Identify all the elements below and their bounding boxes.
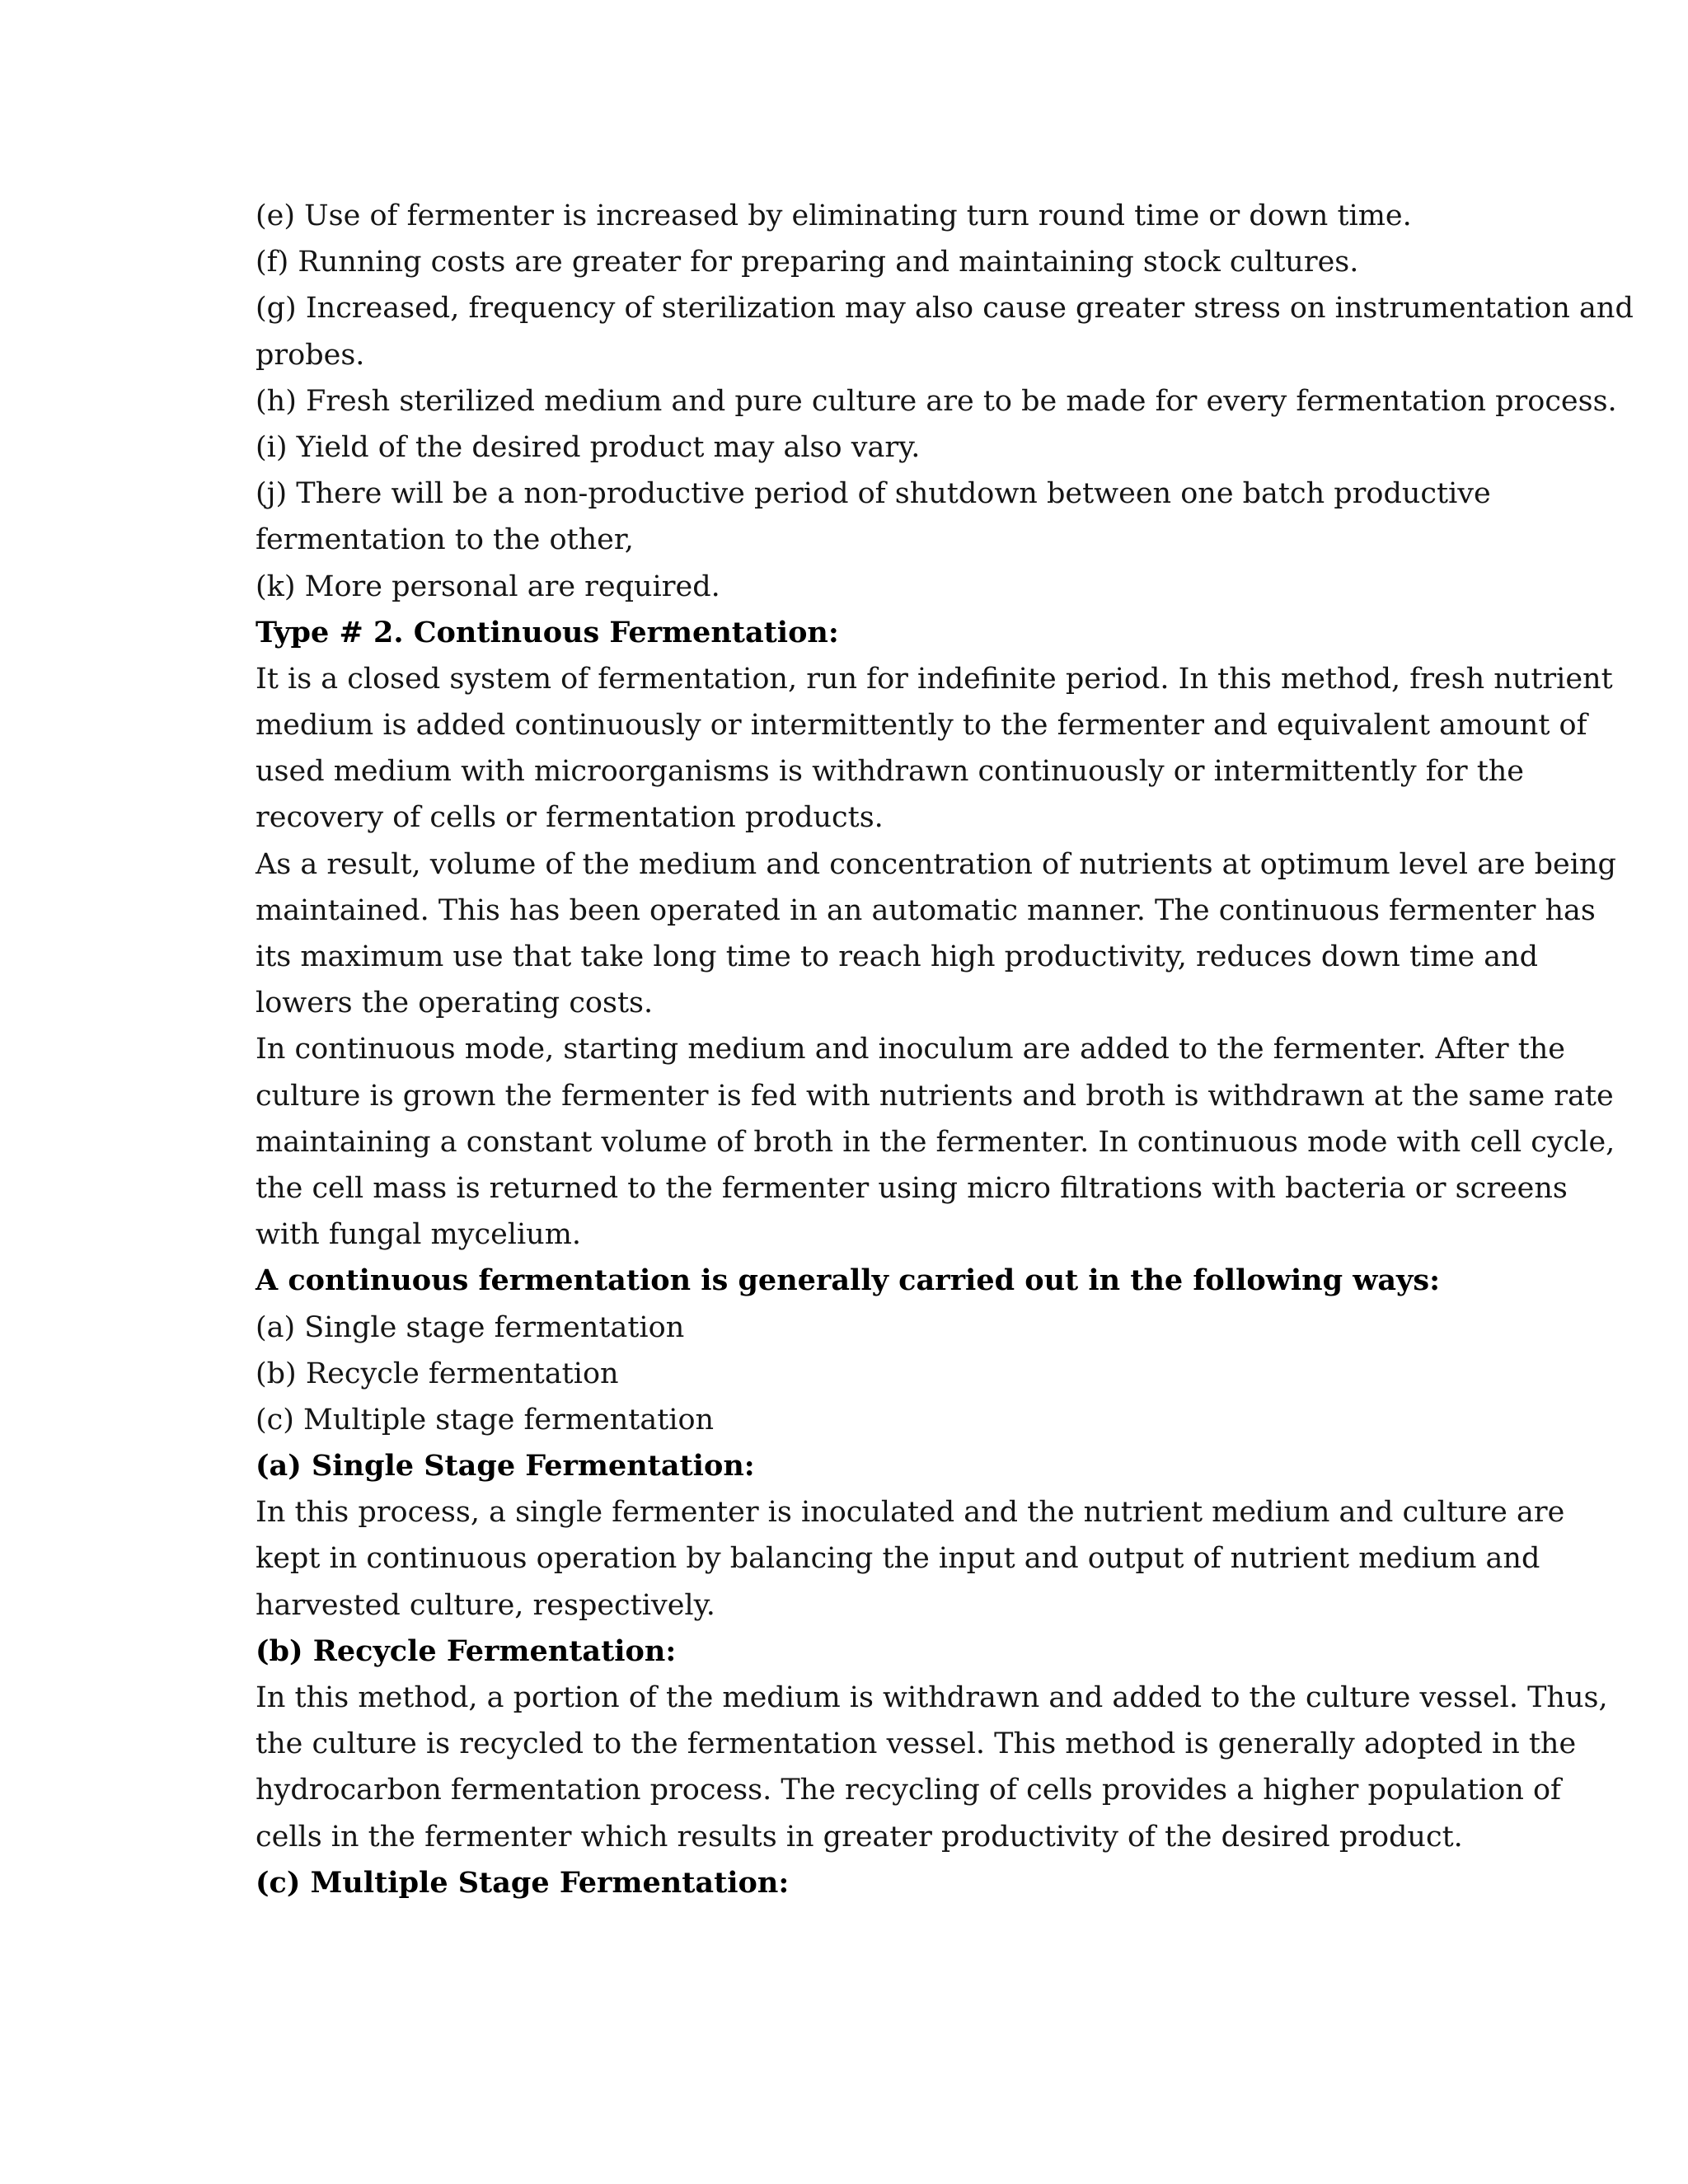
text-line: (h) Fresh sterilized medium and pure culture are to be made for every fermentation process. [256, 384, 1617, 418]
list-item: (c) Multiple stage fermentation [256, 1403, 715, 1436]
list-item: (b) Recycle fermentation [256, 1357, 619, 1390]
text-line: kept in continuous operation by balancing the input and output of nutrient medium and [256, 1542, 1540, 1576]
text-line: the culture is recycled to the fermentation vessel. This method is generally adopted in the [256, 1727, 1577, 1761]
text-line: (g) Increased, frequency of sterilization may also cause greater stress on instrumentation and [256, 292, 1634, 326]
text-line: maintaining a constant volume of broth in the fermenter. In continuous mode with cell cycle, [256, 1125, 1615, 1159]
section-heading: Type # 2. Continuous Fermentation: [256, 615, 839, 649]
text-line: (f) Running costs are greater for preparing and maintaining stock cultures. [256, 246, 1359, 279]
text-line: (e) Use of fermenter is increased by eliminating turn round time or down time. [256, 199, 1412, 232]
text-line: the cell mass is returned to the fermenter using micro filtrations with bacteria or screens [256, 1171, 1568, 1205]
text-line: its maximum use that take long time to reach high productivity, reduces down time and [256, 940, 1539, 973]
text-line: used medium with microorganisms is withdrawn continuously or intermittently for the [256, 755, 1525, 789]
text-line: (j) There will be a non-productive period of shutdown between one batch productive [256, 477, 1491, 511]
text-line: recovery of cells or fermentation products. [256, 801, 884, 835]
text-line: probes. [256, 338, 365, 372]
text-line: with fungal mycelium. [256, 1218, 582, 1252]
text-line: lowers the operating costs. [256, 987, 654, 1020]
text-line: hydrocarbon fermentation process. The recycling of cells provides a higher population of [256, 1774, 1562, 1807]
section-heading: (b) Recycle Fermentation: [256, 1633, 677, 1668]
text-line: (k) More personal are required. [256, 569, 720, 603]
text-line: As a result, volume of the medium and concentration of nutrients at optimum level are being [256, 847, 1616, 881]
text-line: maintained. This has been operated in an automatic manner. The continuous fermenter has [256, 893, 1596, 927]
text-line: harvested culture, respectively. [256, 1588, 715, 1622]
section-heading: (c) Multiple Stage Fermentation: [256, 1865, 790, 1900]
text-line: culture is grown the fermenter is fed with nutrients and broth is withdrawn at the same rate [256, 1079, 1614, 1113]
text-line: In this method, a portion of the medium is withdrawn and added to the culture vessel. Thus, [256, 1681, 1608, 1714]
section-heading: (a) Single Stage Fermentation: [256, 1449, 755, 1483]
section-heading: A continuous fermentation is generally carried out in the following ways: [256, 1263, 1441, 1298]
text-line: medium is added continuously or intermittently to the fermenter and equivalent amount of [256, 709, 1587, 743]
text-line: (i) Yield of the desired product may also vary. [256, 430, 921, 464]
text-line: In continuous mode, starting medium and inoculum are added to the fermenter. After the [256, 1033, 1566, 1066]
list-item: (a) Single stage fermentation [256, 1310, 685, 1344]
text-line: cells in the fermenter which results in greater productivity of the desired product. [256, 1820, 1463, 1854]
document-page [256, 193, 1634, 1906]
text-line: fermentation to the other, [256, 523, 634, 557]
text-line: In this process, a single fermenter is inoculated and the nutrient medium and culture are [256, 1496, 1565, 1530]
text-line: It is a closed system of fermentation, run for indefinite period. In this method, fresh nutrient [256, 662, 1613, 696]
